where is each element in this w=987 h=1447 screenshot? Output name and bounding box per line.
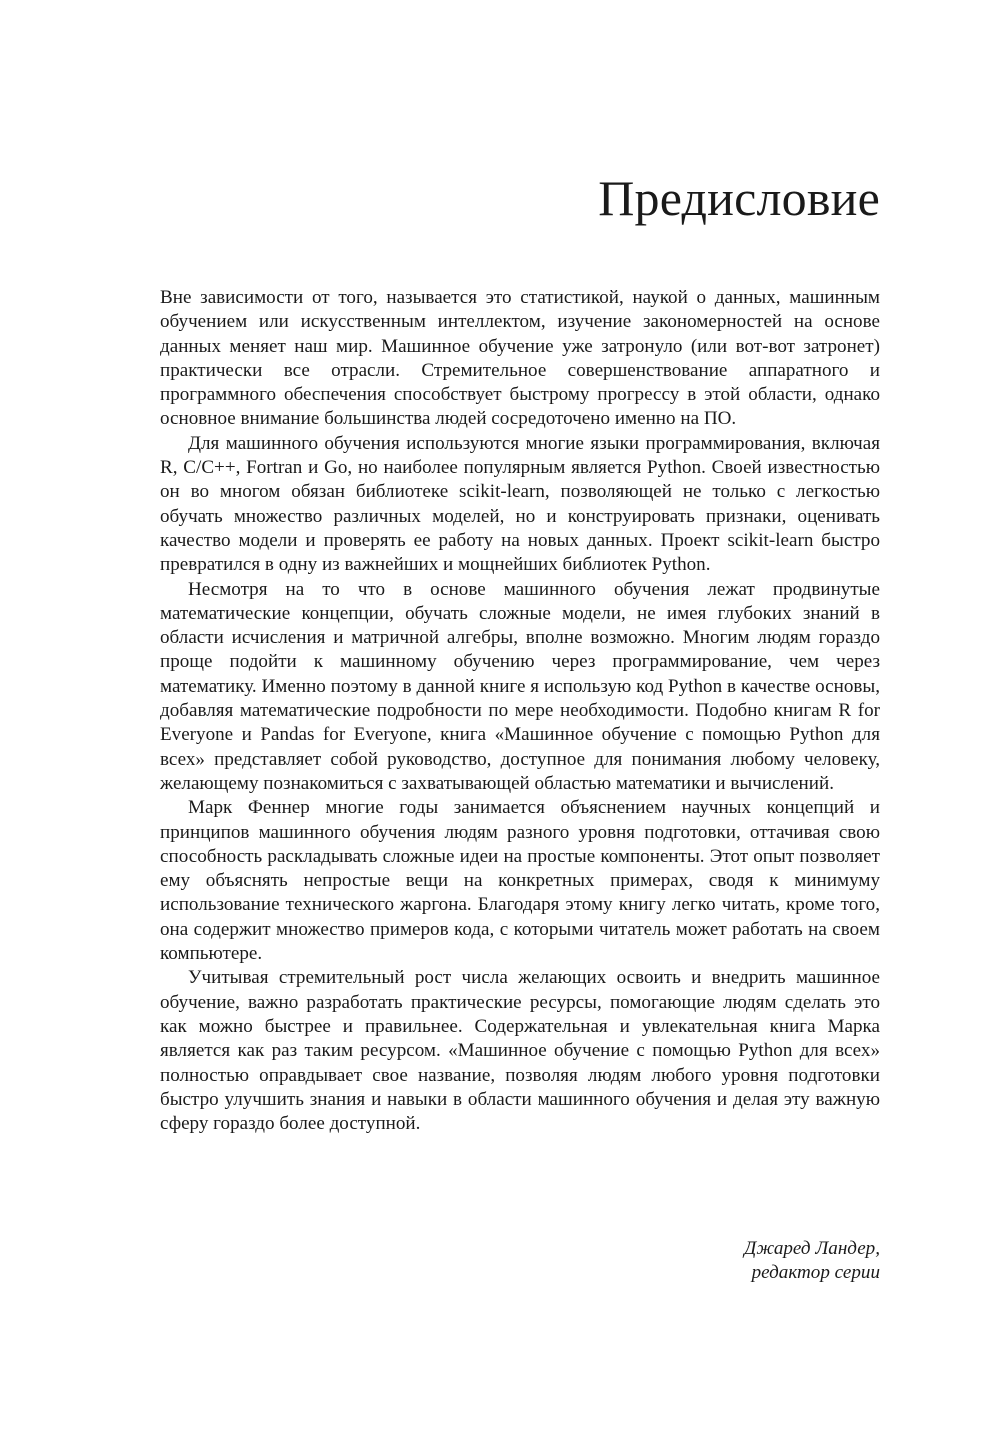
- signature-role: редактор серии: [751, 1262, 880, 1284]
- paragraph-1: Вне зависимости от того, называется это статистикой, наукой о данных, машинным обучением или искусственным интеллектом, изучение закономерностей на основе данных меняет наш мир. Машинное обучение уже затронуло (или вот-вот затронет) практически все отрасли. Стремительное совершенствование аппаратного и программного обеспечения способствует быстрому прогрессу в этой области, однако основное внимание большинства людей сосредоточено именно на ПО.: [160, 287, 880, 430]
- signature: [480, 1237, 880, 1286]
- signature-name: Джаред Ландер,: [744, 1238, 880, 1259]
- foreword-body: [160, 286, 880, 1136]
- paragraph-2: Для машинного обучения используются многие языки программирования, включая R, C/C++, Fortran и Go, но наиболее популярным является Python. Своей известностью он во многом обязан библиотеке scikit-learn, позволяющей не только с легкостью обучать множество различных моделей, но и конструировать признаки, оценивать качество модели и проверять ее работу на новых данных. Проект scikit-learn быстро превратился в одну из важнейших и мощнейших библиотек Python.: [160, 432, 880, 576]
- paragraph-5: Учитывая стремительный рост числа желающих освоить и внедрить машинное обучение, важно разработать практические ресурсы, помогающие людям сделать это как можно быстрее и правильнее. Содержательная и увлекательная книга Марка является как раз таким ресурсом. «Машинное обучение с помощью Python для всех» полностью оправдывает свое название, позволяя людям любого уровня подготовки быстро улучшить знания и навыки в области машинного обучения и делая эту важную сферу гораздо более доступной.: [160, 967, 880, 1135]
- paragraph-3: Несмотря на то что в основе машинного обучения лежат продвинутые математические концепции, обучать сложные модели, не имея глубоких знаний в области исчисления и матричной алгебры, вполне возможно. Многим людям гораздо проще подойти к машинному обучению через программирование, чем через математику. Именно поэтому в данной книге я использую код Python в качестве основы, добавляя математические подробности по мере необходимости. Подобно книгам R for Everyone и Pandas for Everyone, книга «Машинное обучение с помощью Python для всех» представляет собой руководство, доступное для понимания любому человеку, желающему познакомиться с захватывающей областью математики и вычислений.: [160, 578, 880, 794]
- paragraph-4: Марк Феннер многие годы занимается объяснением научных концепций и принципов машинного обучения людям разного уровня подготовки, оттачивая свою способность раскладывать сложные идеи на простые компоненты. Этот опыт позволяет ему объяснять непростые вещи на конкретных примерах, сводя к минимуму использование технического жаргона. Благодаря этому книгу легко читать, кроме того, она содержит множество примеров кода, с которыми читатель может работать на своем компьютере.: [160, 797, 880, 965]
- page-title: Предисловие: [598, 170, 880, 226]
